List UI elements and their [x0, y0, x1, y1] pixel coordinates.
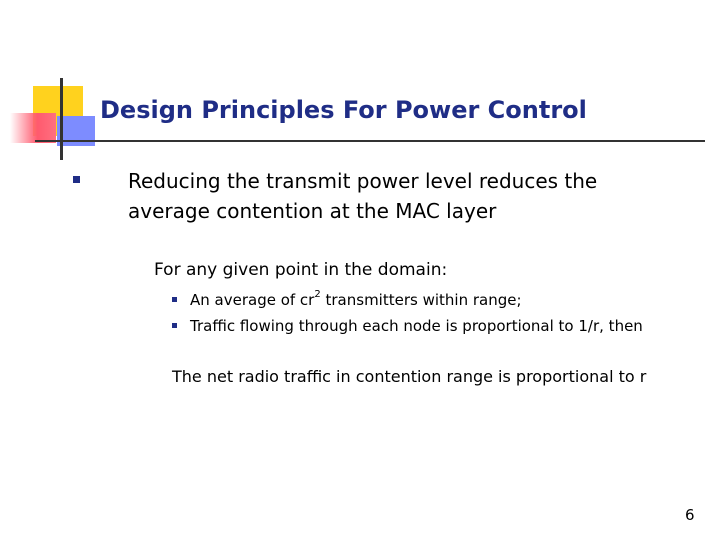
decor-vertical-line — [60, 78, 63, 160]
page-number: 6 — [685, 506, 695, 524]
slide-title: Design Principles For Power Control — [100, 96, 587, 124]
bullet-square-icon — [172, 323, 177, 328]
superscript: 2 — [314, 289, 321, 300]
bullet-square-icon — [73, 176, 80, 183]
sub-bullet-1 — [190, 291, 522, 309]
sub-bullet-2-text: Traffic flowing through each node is proportional to 1/r, then — [190, 317, 643, 335]
main-bullet-text: Reducing the transmit power level reduces the average contention at the MAC layer — [128, 169, 598, 223]
sub-bullet-1-text: An average of cr — [190, 291, 315, 309]
conclusion-text: The net radio traffic in contention range is proportional to r — [172, 367, 647, 386]
sub-intro-text: For any given point in the domain: — [154, 260, 448, 280]
sub-bullet-2 — [190, 317, 643, 335]
bullet-square-icon — [172, 297, 177, 302]
sub-bullet-1-text-tail: transmitters within range; — [320, 291, 522, 309]
title-underline — [35, 140, 705, 142]
decor-red-square — [10, 113, 56, 143]
